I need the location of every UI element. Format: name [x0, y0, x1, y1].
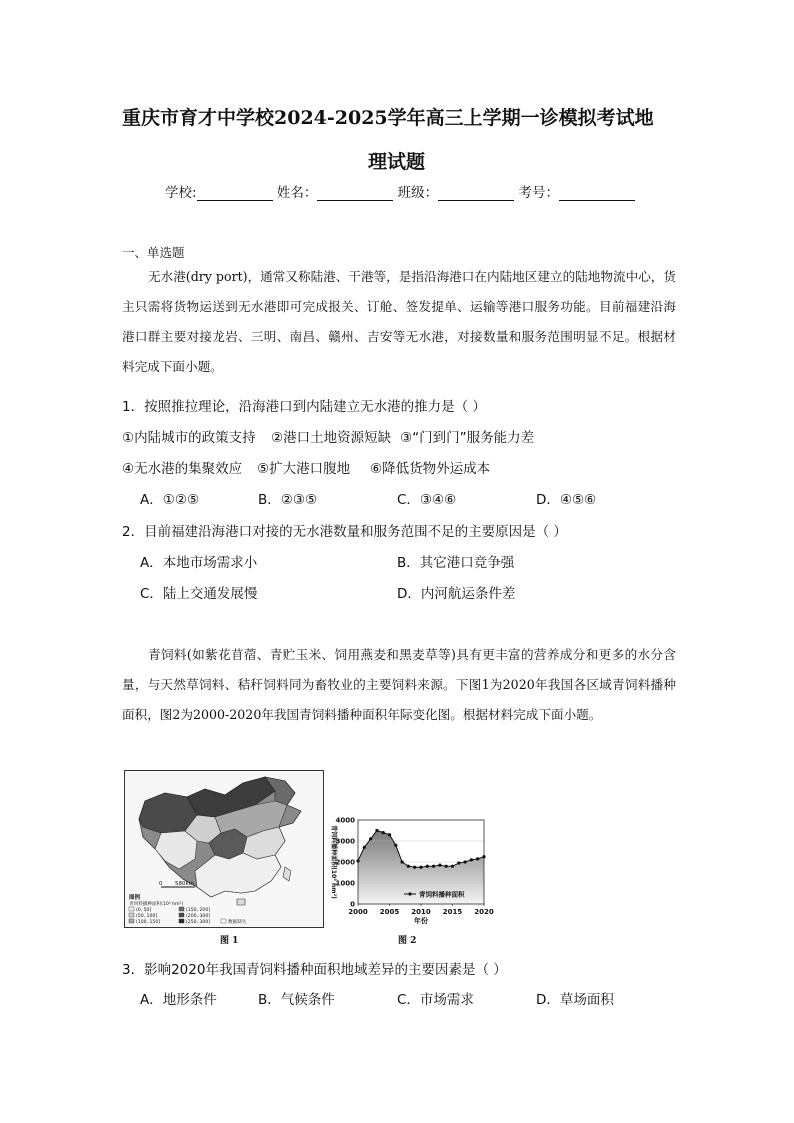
question-1-item: ⑥降低货物外运成本	[370, 461, 491, 477]
legend-swatch	[129, 913, 134, 917]
legend-marker	[408, 892, 411, 895]
class-label: 班级：	[397, 185, 439, 201]
legend-item-label: (150, 200]	[186, 908, 211, 913]
data-point	[457, 861, 460, 864]
question-1-option-b[interactable]: B．②③⑤	[258, 492, 318, 508]
data-point	[476, 857, 479, 860]
legend-swatch	[129, 907, 134, 911]
legend-swatch	[221, 919, 226, 923]
data-point	[382, 831, 385, 834]
school-label: 学校:	[165, 185, 197, 201]
x-axis-label: 年份	[414, 917, 428, 925]
question-1-item: ③“门到门”服务能力差	[400, 430, 535, 446]
info-fields	[165, 181, 635, 201]
exam-number-label: 考号：	[518, 185, 559, 201]
china-map-graphic	[125, 771, 323, 927]
question-1-option-d[interactable]: D．④⑤⑥	[536, 492, 597, 508]
x-tick-label: 2005	[379, 908, 400, 916]
data-point	[419, 866, 422, 869]
question-1-item: ①内陆城市的政策支持	[122, 430, 256, 446]
data-point	[363, 846, 366, 849]
data-point	[470, 858, 473, 861]
passage-green-fodder: 青饲料(如紫花苜蓿、青贮玉米、饲用燕麦和黑麦草等)具有更丰富的营养成分和更多的水分含量，与天然草饲料、秸秆饲料同为畜牧业的主要饲料来源。下图1为2020年我国各区域青饲料播种面积，图2为2000-2020年我国青饲料播种面积年际变化图。根据材料完成下面小题。	[122, 647, 676, 722]
question-3-option-d[interactable]: D．草场面积	[536, 992, 614, 1008]
question-3-stem: 3．影响2020年我国青饲料播种面积地域差异的主要因素是（ ）	[122, 962, 507, 978]
data-point	[482, 855, 485, 858]
figure-1-caption: 图 1	[220, 936, 239, 946]
data-point	[388, 833, 391, 836]
x-tick-label: 2020	[474, 908, 494, 916]
y-tick-label: 1000	[335, 879, 355, 888]
class-blank[interactable]	[438, 186, 514, 201]
y-tick-label: 3000	[335, 837, 355, 846]
data-point	[407, 865, 410, 868]
map-legend-title: 图例	[129, 895, 141, 901]
section-heading: 一、单选题	[122, 245, 185, 260]
map-scale-label: 580km	[175, 881, 195, 887]
x-tick-label: 2000	[348, 908, 368, 916]
question-1-stem: 1．按照推拉理论，沿海港口到内陆建立无水港的推力是（ ）	[122, 399, 486, 415]
legend-swatch	[179, 913, 184, 917]
legend-item-label: 数据缺失	[228, 920, 247, 925]
school-blank[interactable]	[197, 186, 273, 201]
question-2-stem: 2．目前福建沿海港口对接的无水港数量和服务范围不足的主要原因是（ ）	[122, 524, 567, 540]
figure-2-caption: 图 2	[398, 936, 417, 946]
legend-item-label: (250, 300]	[186, 920, 211, 925]
question-3-option-b[interactable]: B．气候条件	[258, 992, 335, 1008]
y-axis-label: 青饲料播种面积(10³ hm²)	[330, 825, 337, 899]
y-tick-label: 4000	[335, 816, 355, 825]
name-blank[interactable]	[317, 186, 393, 201]
question-1-item: ⑤扩大港口腹地	[257, 461, 351, 477]
legend-item-label: (0, 50]	[136, 908, 152, 913]
data-point	[401, 860, 404, 863]
legend-swatch	[179, 907, 184, 911]
question-3-option-a[interactable]: A．地形条件	[140, 992, 217, 1008]
legend-swatch	[129, 919, 134, 923]
data-point	[413, 866, 416, 869]
figure-1-map	[124, 770, 324, 928]
document-title-line1: 重庆市育才中学校2024-2025学年高三上学期一诊模拟考试地	[122, 107, 654, 129]
data-point	[445, 865, 448, 868]
data-point	[438, 864, 441, 867]
figure-2-chart	[324, 812, 494, 930]
legend-swatch	[179, 919, 184, 923]
map-scale-zero: 0	[159, 881, 163, 887]
question-2-option-b[interactable]: B．其它港口竞争强	[397, 555, 515, 571]
data-point	[451, 865, 454, 868]
legend-item-label: (200, 300]	[186, 914, 211, 919]
legend-label: 青饲料播种面积	[419, 890, 465, 899]
data-point	[369, 837, 372, 840]
map-legend-subtitle: 青饲料播种面积(10³ hm²)	[129, 902, 184, 907]
legend-item-label: (50, 100]	[136, 914, 158, 919]
x-tick-label: 2015	[442, 908, 463, 916]
x-tick-label: 2010	[411, 908, 431, 916]
exam-number-blank[interactable]	[559, 186, 635, 201]
data-point	[426, 865, 429, 868]
question-1-option-a[interactable]: A．①②⑤	[140, 492, 200, 508]
y-tick-label: 2000	[335, 858, 355, 867]
chart-svg	[324, 812, 494, 930]
question-3-option-c[interactable]: C．市场需求	[397, 992, 474, 1008]
data-point	[432, 865, 435, 868]
passage-dry-port: 无水港(dry port)，通常又称陆港、干港等，是指沿海港口在内陆地区建立的陆地物流中心，货主只需将货物运送到无水港即可完成报关、订舱、签发提单、运输等港口服务功能。目前福建沿海港口群主要对接龙岩、三明、南昌、赣州、吉安等无水港，对接数量和服务范围明显不足。根据材料完成下面小题。	[122, 269, 676, 374]
data-point	[375, 829, 378, 832]
question-2-option-a[interactable]: A．本地市场需求小	[140, 555, 258, 571]
data-point	[464, 860, 467, 863]
question-1-item: ④无水港的集聚效应	[122, 461, 243, 477]
data-point	[356, 859, 359, 862]
question-1-item: ②港口土地资源短缺	[271, 430, 392, 446]
data-point	[394, 844, 397, 847]
question-1-option-c[interactable]: C．③④⑥	[397, 492, 457, 508]
name-label: 姓名：	[276, 185, 318, 201]
question-2-option-c[interactable]: C．陆上交通发展慢	[140, 586, 258, 602]
map-region-taiwan	[283, 867, 291, 881]
legend-item-label: (100, 150]	[136, 920, 161, 925]
map-region-hainan	[237, 899, 245, 905]
question-2-option-d[interactable]: D．内河航运条件差	[397, 586, 516, 602]
y-tick-label: 0	[350, 900, 355, 909]
document-title-line2: 理试题	[368, 151, 426, 173]
